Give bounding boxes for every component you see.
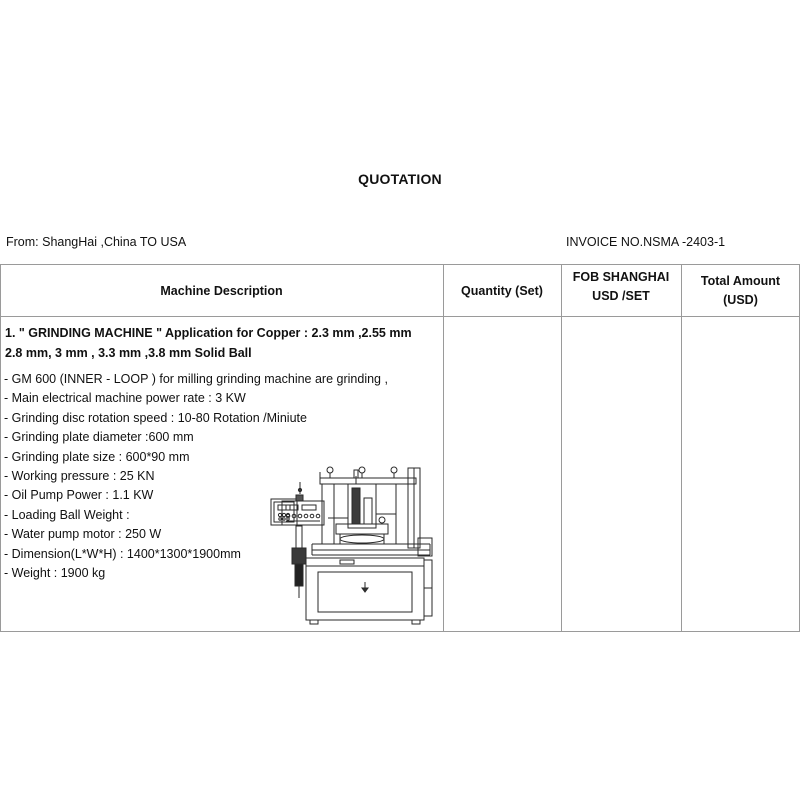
column-divider-2 bbox=[561, 264, 562, 632]
header-total-line2: (USD) bbox=[723, 293, 758, 307]
spec-item: - Grinding plate size : 600*90 mm bbox=[4, 449, 190, 464]
column-divider-3 bbox=[681, 264, 682, 632]
spec-item: - Grinding disc rotation speed : 10-80 Rotation /Miniute bbox=[4, 410, 307, 425]
from-route: From: ShangHai ,China TO USA bbox=[6, 235, 187, 249]
spec-item: - Oil Pump Power : 1.1 KW bbox=[4, 488, 154, 503]
table-header-border bbox=[0, 316, 800, 317]
column-divider-1 bbox=[443, 264, 444, 632]
table-bottom-border bbox=[0, 631, 800, 632]
spec-item: - GM 600 (INNER - LOOP ) for milling grinding machine are grinding , bbox=[4, 372, 388, 386]
grinding-machine-drawing bbox=[268, 458, 438, 628]
header-fob bbox=[561, 268, 681, 306]
table-left-border bbox=[0, 264, 1, 632]
item-title-line2: 2.8 mm, 3 mm , 3.3 mm ,3.8 mm Solid Ball bbox=[5, 346, 252, 360]
invoice-number: INVOICE NO.NSMA -2403-1 bbox=[566, 235, 726, 249]
header-quantity: Quantity (Set) bbox=[461, 284, 543, 298]
table-top-border bbox=[0, 264, 800, 265]
spec-item: - Loading Ball Weight : bbox=[4, 507, 130, 522]
spec-item: - Water pump motor : 250 W bbox=[4, 527, 162, 542]
header-machine-description: Machine Description bbox=[160, 284, 283, 298]
header-fob-line2: USD /SET bbox=[592, 289, 650, 303]
header-fob-line1: FOB SHANGHAI bbox=[572, 270, 670, 284]
spec-item: - Grinding plate diameter :600 mm bbox=[4, 430, 194, 445]
document-title: QUOTATION bbox=[358, 171, 442, 187]
item-title bbox=[5, 323, 441, 363]
item-title-line1: 1. " GRINDING MACHINE " Application for Copper : 2.3 mm ,2.55 mm bbox=[5, 326, 412, 340]
header-total-line1: Total Amount bbox=[700, 274, 781, 288]
spec-item: - Working pressure : 25 KN bbox=[4, 469, 155, 484]
header-total-amount bbox=[681, 272, 800, 310]
spec-item: - Weight : 1900 kg bbox=[4, 566, 106, 581]
spec-item: - Dimension(L*W*H) : 1400*1300*1900mm bbox=[4, 546, 241, 561]
spec-item: - Main electrical machine power rate : 3 KW bbox=[4, 391, 246, 406]
